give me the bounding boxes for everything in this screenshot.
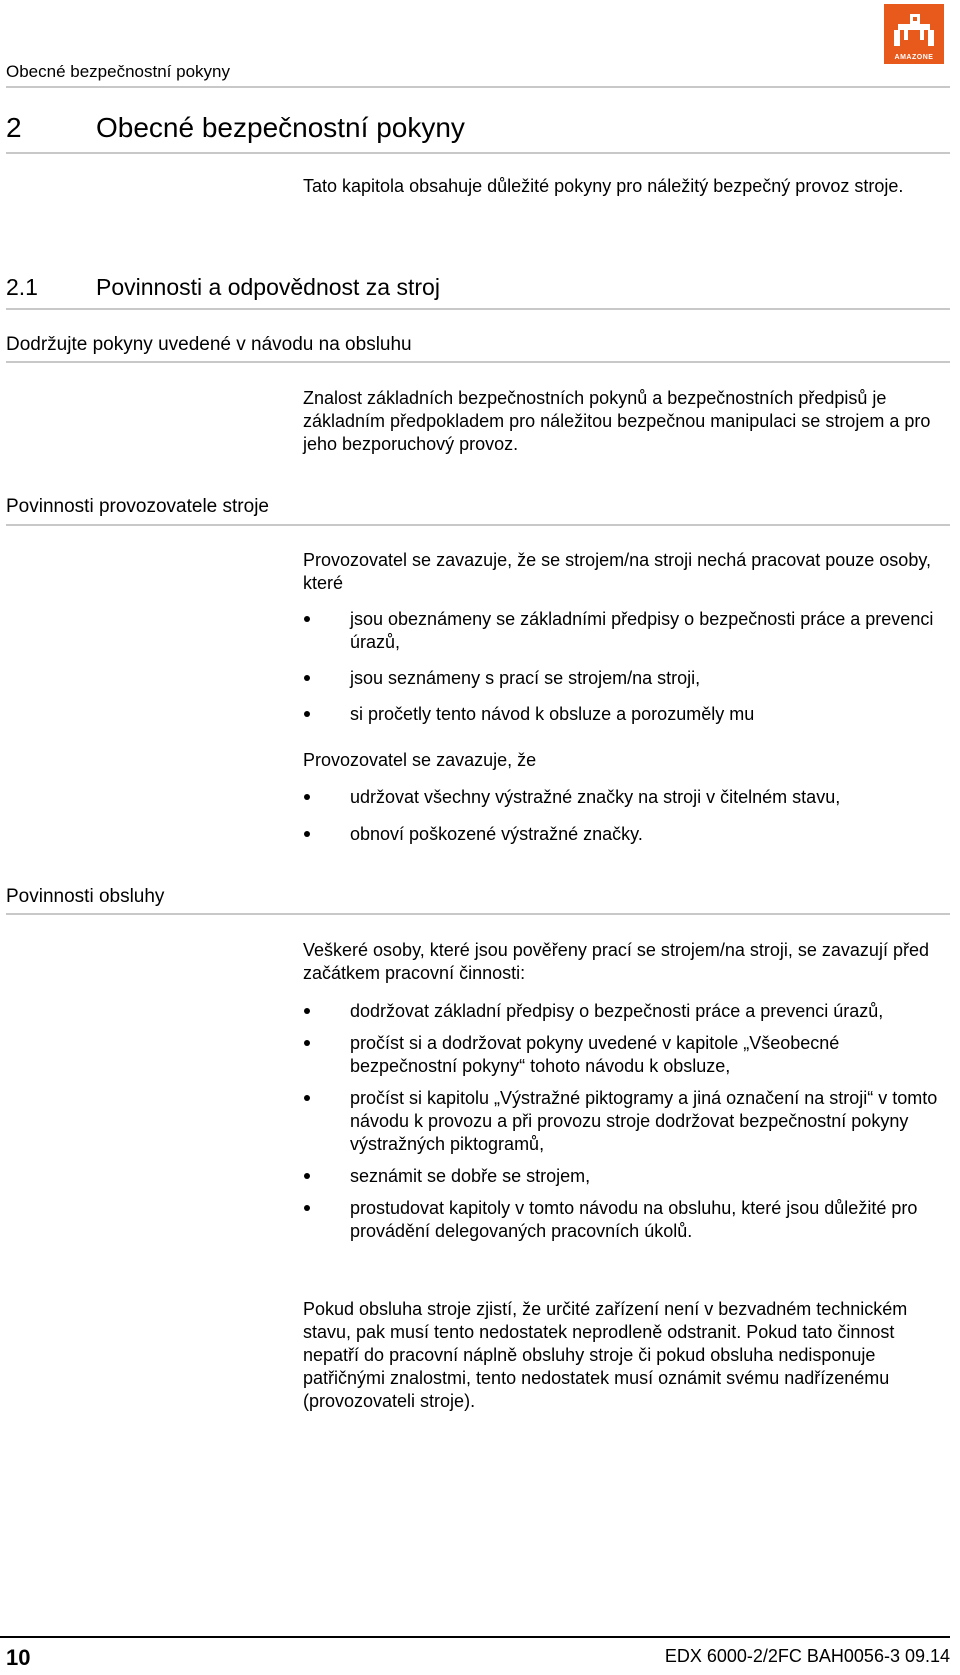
- document-id: EDX 6000-2/2FC BAH0056-3 09.14: [664, 1646, 950, 1666]
- subsection-operator-heading: Povinnosti provozovatele stroje: [6, 496, 269, 517]
- bullet-icon: [304, 675, 310, 681]
- chapter-intro: Tato kapitola obsahuje důležité pokyny pro náležitý bezpečný provoz stroje.: [303, 176, 904, 196]
- section-heading: [6, 274, 440, 301]
- list-item: [303, 1165, 943, 1188]
- header-divider: [6, 86, 950, 88]
- bullet-icon: [304, 794, 310, 800]
- list-item: [303, 1087, 943, 1156]
- subsection-manual-text: Znalost základních bezpečnostních pokynů a bezpečnostních předpisů je základním předpokladem pro náležitou bezpečnou manipulaci se strojem a pro jeho bezporuchový provoz.: [303, 388, 931, 454]
- list-item: [303, 786, 943, 809]
- list-item: [303, 667, 943, 690]
- list-item: [303, 1197, 943, 1243]
- list-item-text: pročíst si kapitolu „Výstražné piktogramy a jiná označení na stroji“ v tomto návodu k provozu a při provozu stroje dodržovat bezpečnostní pokyny výstražných piktogramů,: [350, 1088, 938, 1154]
- bullet-icon: [304, 1040, 310, 1046]
- subsection-manual-heading: Dodržujte pokyny uvedené v návodu na obsluhu: [6, 334, 412, 355]
- bullet-icon: [304, 1173, 310, 1179]
- operator-list-2: [303, 786, 943, 846]
- list-item-text: si pročetly tento návod k obsluze a porozuměly mu: [350, 704, 755, 724]
- running-header-title: Obecné bezpečnostní pokyny: [6, 62, 230, 81]
- chapter-title: Obecné bezpečnostní pokyny: [96, 112, 465, 143]
- bullet-icon: [304, 831, 310, 837]
- subsection-manual-divider: [6, 361, 950, 363]
- page-number: 10: [6, 1645, 31, 1670]
- list-item-text: seznámit se dobře se strojem,: [350, 1166, 591, 1186]
- chapter-number: 2: [6, 112, 22, 143]
- chapter-heading: [6, 112, 465, 144]
- section-number: 2.1: [6, 274, 38, 300]
- subsection-staff-divider: [6, 913, 950, 915]
- subsection-staff-heading: Povinnosti obsluhy: [6, 886, 165, 907]
- list-item-text: jsou seznámeny s prací se strojem/na stroji,: [350, 668, 701, 688]
- list-item: [303, 823, 943, 846]
- operator-intro-2: Provozovatel se zavazuje, že: [303, 750, 537, 770]
- section-divider: [6, 308, 950, 310]
- logo-emblem-icon: [890, 10, 938, 48]
- bullet-icon: [304, 1095, 310, 1101]
- bullet-icon: [304, 616, 310, 622]
- bullet-icon: [304, 711, 310, 717]
- staff-intro: Veškeré osoby, které jsou pověřeny prací se strojem/na stroji, se zavazují před začátkem pracovní činnosti:: [303, 940, 929, 983]
- list-item-text: dodržovat základní předpisy o bezpečnosti práce a prevenci úrazů,: [350, 1001, 884, 1021]
- logo-text: AMAZONE: [894, 54, 934, 61]
- staff-list: [303, 1000, 943, 1243]
- operator-list: [303, 608, 943, 726]
- list-item-text: pročíst si a dodržovat pokyny uvedené v kapitole „Všeobecné bezpečnostní pokyny“ tohoto návodu k obsluze,: [350, 1033, 840, 1076]
- operator-intro: Provozovatel se zavazuje, že se strojem/na stroji nechá pracovat pouze osoby, které: [303, 550, 931, 593]
- section-title: Povinnosti a odpovědnost za stroj: [96, 274, 440, 300]
- list-item-text: jsou obeznámeny se základními předpisy o bezpečnosti práce a prevenci úrazů,: [350, 609, 934, 652]
- list-item-text: obnoví poškozené výstražné značky.: [350, 824, 643, 844]
- list-item: [303, 608, 943, 654]
- bullet-icon: [304, 1205, 310, 1211]
- list-item: [303, 703, 943, 726]
- bullet-icon: [304, 1008, 310, 1014]
- list-item: [303, 1000, 943, 1023]
- list-item-text: udržovat všechny výstražné značky na stroji v čitelném stavu,: [350, 787, 841, 807]
- list-item: [303, 1032, 943, 1078]
- amazone-logo: [884, 4, 944, 64]
- list-item-text: prostudovat kapitoly v tomto návodu na obsluhu, které jsou důležité pro provádění delegovaných pracovních úkolů.: [350, 1198, 918, 1241]
- chapter-divider: [6, 152, 950, 154]
- staff-closing: Pokud obsluha stroje zjistí, že určité zařízení není v bezvadném technickém stavu, pak musí tento nedostatek neprodleně odstranit. Pokud tato činnost nepatří do pracovní náplně obsluhy stroje či pokud obsluha nedisponuje patřičnými znalostmi, tento nedostatek musí oznámit svému nadřízenému (provozovateli stroje).: [303, 1299, 908, 1411]
- footer-divider: [0, 1636, 950, 1638]
- subsection-operator-divider: [6, 524, 950, 526]
